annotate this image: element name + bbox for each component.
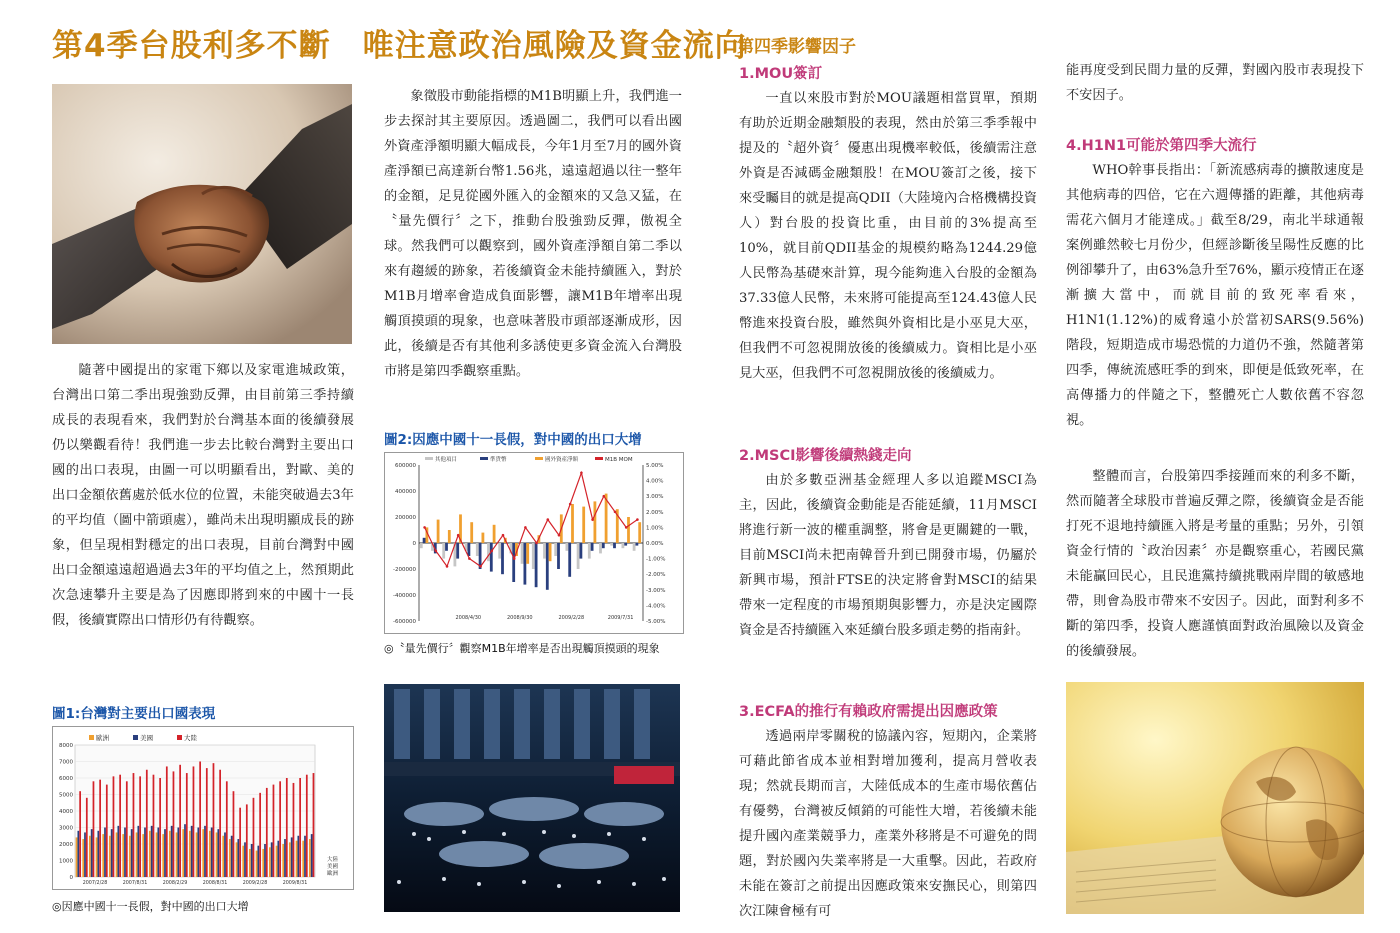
section-3-title: 3.ECFA的推行有賴政府需提出因應政策 xyxy=(739,704,998,720)
bar-0 xyxy=(269,847,271,877)
paragraph: 隨著中國提出的家電下鄉以及家電進城政策，台灣出口第二季出現強勁反彈，由目前第三季持續成長的表現看來，我們對於台灣基本面的後續發展仍以樂觀看待！我們進一步去比較台灣對主要出口國的出口表現，由圖一可以明顯看出，對歐、美的出口金額依舊處於低水位的位置，未能突破過去3年的平均值（圖中箭頭處），雖尚未出現明顯成長的跡象，但呈現相對穩定的出口表現，目前台灣對中國出口金額遠遠超過過去3年的平均值之上，然預期此次急速攀升主要是為了因應即將到來的中國十一長假，後續實際出口情形仍有待觀察。 xyxy=(52,363,354,628)
bar-0 xyxy=(162,834,164,877)
legend-label: 歐洲 xyxy=(96,734,109,742)
bar-1 xyxy=(277,841,279,877)
bar-0 xyxy=(476,543,479,556)
series-end-label: 大陸 xyxy=(327,857,339,863)
bar-2 xyxy=(173,771,175,877)
bar-1 xyxy=(111,829,113,877)
figure-1-note: ◎因應中國十一長假，對中國的出口大增 xyxy=(52,900,249,913)
y2-tick-label: -5.00% xyxy=(646,619,666,625)
bar-1 xyxy=(84,832,86,877)
bar-0 xyxy=(309,839,311,877)
bar-2 xyxy=(179,765,181,877)
column-2-text xyxy=(384,84,682,384)
y-tick-label: 0 xyxy=(412,541,416,547)
legend-label: M1B MOM xyxy=(605,457,633,463)
m1b-mom-point xyxy=(535,542,538,545)
bar-1 xyxy=(104,828,106,878)
bar-0 xyxy=(216,832,218,877)
bar-0 xyxy=(262,849,264,877)
bar-1 xyxy=(117,826,119,877)
bar-1 xyxy=(568,543,571,577)
bar-1 xyxy=(467,543,470,556)
bar-0 xyxy=(129,836,131,877)
bar-2 xyxy=(166,766,168,877)
m1b-mom-point xyxy=(603,495,606,498)
bar-2 xyxy=(159,778,161,877)
x-tick-label: 2008/2/29 xyxy=(162,881,188,886)
m1b-combo-chart xyxy=(385,453,683,633)
y-tick-label: 3000 xyxy=(59,825,73,832)
bar-1 xyxy=(157,828,159,878)
bar-2 xyxy=(206,768,208,877)
bar-1 xyxy=(613,543,616,548)
bar-2 xyxy=(113,776,115,877)
section-2-title: 2.MSCI影響後續熱錢走向 xyxy=(739,448,912,464)
y2-tick-label: -2.00% xyxy=(646,572,666,579)
legend-swatch xyxy=(425,457,433,460)
bar-2 xyxy=(279,781,281,877)
bar-1 xyxy=(177,828,179,878)
bar-0 xyxy=(599,543,602,553)
series-end-label: 美國 xyxy=(327,864,339,870)
bar-0 xyxy=(256,851,258,877)
legend-label: 準貨幣 xyxy=(490,457,507,463)
bar-1 xyxy=(591,543,594,551)
bar-0 xyxy=(442,543,445,559)
y-tick-label: 1000 xyxy=(59,858,73,865)
export-bar-chart xyxy=(53,727,353,889)
bar-2 xyxy=(126,781,128,877)
y-tick-label: 4000 xyxy=(59,809,73,815)
m1b-mom-point xyxy=(614,511,617,514)
y-tick-label: 2000 xyxy=(59,842,73,848)
bar-0 xyxy=(532,543,535,569)
bar-0 xyxy=(82,839,84,877)
bar-1 xyxy=(501,543,504,574)
bar-0 xyxy=(189,831,191,877)
bar-2 xyxy=(233,791,235,877)
bar-2 xyxy=(79,791,81,877)
bar-2 xyxy=(139,776,141,877)
bar-0 xyxy=(222,836,224,877)
bar-0 xyxy=(96,837,98,877)
bar-2 xyxy=(286,778,288,877)
series-end-label: 歐洲 xyxy=(327,871,339,877)
bar-1 xyxy=(171,826,173,877)
bar-0 xyxy=(236,842,238,877)
bar-1 xyxy=(445,543,448,551)
bar-0 xyxy=(420,543,423,548)
bar-1 xyxy=(304,836,306,877)
conclusion-text: 整體而言，台股第四季接踵而來的利多不斷，然而隨著全球股市普遍反彈之際，後續資金是否能打死不退地持續匯入將是考量的重點；另外，引領資金行情的〝政治因素〞亦是觀察重心，若國民黨未能贏回民心，且民進黨持續挑戰兩岸間的敏感地帶，則會為股市帶來不安因子。因此，面對利多不斷的第四季，投資人應謹慎面對政治風險以及資金的後續發展。 xyxy=(1066,469,1364,659)
bar-1 xyxy=(197,828,199,878)
y-tick-label: 200000 xyxy=(395,515,416,521)
bar-1 xyxy=(311,834,313,877)
m1b-mom-point xyxy=(513,557,516,560)
bar-2 xyxy=(638,522,641,543)
bar-1 xyxy=(231,836,233,877)
legend-label: 大陸 xyxy=(184,734,197,742)
y-tick-label: 8000 xyxy=(59,743,73,749)
legend-swatch xyxy=(133,735,138,740)
figure-2-note: ◎〝量先價行〞觀察M1B年增率是否出現觸頂摸頭的現象 xyxy=(384,642,660,655)
bar-1 xyxy=(191,826,193,877)
bar-1 xyxy=(284,839,286,877)
bar-1 xyxy=(512,543,515,582)
y-tick-label: 0 xyxy=(69,875,73,881)
bar-0 xyxy=(242,846,244,877)
legend-swatch xyxy=(480,457,488,460)
bar-2 xyxy=(313,773,315,877)
bar-1 xyxy=(91,829,93,877)
bar-1 xyxy=(291,837,293,877)
bar-0 xyxy=(109,836,111,877)
bar-2 xyxy=(627,517,630,543)
x-tick-label: 2009/7/31 xyxy=(607,615,634,621)
bar-0 xyxy=(543,543,546,559)
y2-tick-label: 1.00% xyxy=(646,525,664,532)
page-title: 第4季台股利多不斷 唯注意政治風險及資金流向 xyxy=(52,28,747,64)
figure-2-caption: 圖2:因應中國十一長假，對中國的出口大增 xyxy=(384,432,642,448)
bar-0 xyxy=(182,829,184,877)
bar-1 xyxy=(217,829,219,877)
bar-2 xyxy=(153,775,155,877)
x-tick-label: 2009/8/31 xyxy=(282,881,308,886)
bar-0 xyxy=(633,543,636,551)
bar-0 xyxy=(116,832,118,877)
bar-1 xyxy=(164,829,166,877)
y-tick-label: -200000 xyxy=(393,567,416,573)
bar-0 xyxy=(196,832,198,877)
m1b-mom-point xyxy=(524,526,527,529)
bar-0 xyxy=(565,543,568,551)
legend-label: 國外資產淨額 xyxy=(545,457,579,463)
bar-2 xyxy=(146,770,148,877)
m1b-mom-point xyxy=(491,550,494,553)
paragraph: 象徵股市動能指標的M1B明顯上升，我們進一步去探討其主要原因。透過圖二，我們可以看出國外資產淨額明顯大幅成長，今年1月至7月的國外資產淨額已高達新台幣1.56兆，遠遠超過以往一整年的金額，足見從國外匯入的金額來的又急又猛，在〝量先價行〞之下，推動台股強勁反彈，傲視全球。然我們可以觀察到，國外資產淨額自第二季以來有趨緩的跡象，若後續資金未能持續匯入，對於M1B月增率會造成負面影響，讓M1B年增率出現觸頂摸頭的現象，也意味著股市頭部逐漸成形，因此，後續是否有其他利多誘使更多資金流入台灣股市將是第四季觀察重點。 xyxy=(384,89,682,379)
bar-0 xyxy=(142,834,144,877)
m1b-mom-point xyxy=(558,534,561,537)
y-tick-label: -400000 xyxy=(393,593,416,599)
bar-1 xyxy=(97,831,99,877)
x-tick-label: 2007/8/31 xyxy=(122,881,148,886)
bar-0 xyxy=(76,837,78,877)
m1b-mom-point xyxy=(547,518,550,521)
bar-0 xyxy=(282,844,284,877)
bar-0 xyxy=(149,831,151,877)
bar-2 xyxy=(582,507,585,543)
m1b-mom-point xyxy=(502,534,505,537)
column-1-text xyxy=(52,358,354,633)
section-1-title: 1.MOU簽訂 xyxy=(739,66,823,82)
legend-swatch xyxy=(89,735,94,740)
section-4-title: 4.H1N1可能於第四季大流行 xyxy=(1066,138,1257,154)
bar-0 xyxy=(296,841,298,877)
m1b-mom-point xyxy=(457,534,460,537)
bar-1 xyxy=(137,826,139,877)
bar-2 xyxy=(239,808,241,877)
bar-0 xyxy=(302,841,304,877)
bar-2 xyxy=(86,798,88,877)
bar-0 xyxy=(521,543,524,564)
section-3-continuation: 能再度受到民間力量的反彈，對國內股市表現投下不安因子。 xyxy=(1066,63,1364,103)
bar-0 xyxy=(610,543,613,546)
bar-0 xyxy=(588,543,591,559)
trading-floor-photo xyxy=(384,684,680,912)
y-tick-label: 7000 xyxy=(59,759,73,766)
bar-1 xyxy=(579,543,582,559)
m1b-mom-point xyxy=(625,526,628,529)
bar-2 xyxy=(526,543,529,564)
bar-2 xyxy=(99,780,101,877)
bar-0 xyxy=(89,836,91,877)
m1b-mom-point xyxy=(479,565,482,568)
x-tick-label: 2009/2/28 xyxy=(558,615,585,621)
x-tick-label: 2009/2/28 xyxy=(242,881,268,886)
legend-swatch xyxy=(535,457,543,460)
bar-1 xyxy=(456,543,459,559)
bar-1 xyxy=(204,826,206,877)
bar-0 xyxy=(202,829,204,877)
x-tick-label: 2007/2/28 xyxy=(82,881,108,886)
bar-1 xyxy=(635,543,638,546)
bar-1 xyxy=(257,846,259,877)
handshake-photo xyxy=(52,84,352,344)
bar-1 xyxy=(271,842,273,877)
bar-2 xyxy=(437,520,440,543)
m1b-mom-point xyxy=(636,518,639,521)
y2-tick-label: 0.00% xyxy=(646,541,664,547)
bar-1 xyxy=(244,842,246,877)
bar-2 xyxy=(448,530,451,543)
bar-2 xyxy=(246,804,248,877)
bar-1 xyxy=(151,826,153,877)
y-tick-label: 6000 xyxy=(59,776,73,782)
bar-1 xyxy=(264,844,266,877)
bar-2 xyxy=(106,785,108,877)
bar-1 xyxy=(297,836,299,877)
bar-1 xyxy=(251,844,253,877)
bar-2 xyxy=(481,533,484,543)
bar-2 xyxy=(193,766,195,877)
bar-2 xyxy=(493,525,496,543)
bar-2 xyxy=(273,785,275,877)
bar-2 xyxy=(119,775,121,877)
bar-1 xyxy=(124,828,126,878)
m1b-mom-point xyxy=(468,557,471,560)
m1b-mom-point xyxy=(435,550,438,553)
bar-0 xyxy=(487,543,490,561)
bar-2 xyxy=(253,798,255,877)
bar-0 xyxy=(136,832,138,877)
m1b-mom-point xyxy=(446,565,449,568)
y2-tick-label: 3.00% xyxy=(646,494,664,501)
y-tick-label: 600000 xyxy=(395,463,416,469)
bar-2 xyxy=(199,762,201,878)
m1b-mom-point xyxy=(423,526,426,529)
bar-0 xyxy=(156,832,158,877)
y2-tick-label: 4.00% xyxy=(646,478,664,485)
bar-0 xyxy=(554,543,557,556)
bar-2 xyxy=(226,781,228,877)
bar-2 xyxy=(299,778,301,877)
legend-swatch xyxy=(177,735,182,740)
bar-1 xyxy=(131,829,133,877)
bar-1 xyxy=(184,824,186,877)
bar-0 xyxy=(169,831,171,877)
bar-1 xyxy=(602,543,605,548)
bar-1 xyxy=(77,831,79,877)
bar-0 xyxy=(249,849,251,877)
bar-0 xyxy=(289,842,291,877)
factors-heading: 第四季影響因子 xyxy=(737,37,856,57)
bar-2 xyxy=(293,783,295,877)
bar-1 xyxy=(144,828,146,878)
bar-1 xyxy=(211,828,213,878)
bar-0 xyxy=(102,834,104,877)
bar-1 xyxy=(490,543,493,572)
bar-2 xyxy=(571,504,574,543)
bar-2 xyxy=(306,775,308,877)
bar-2 xyxy=(213,763,215,877)
figure-1-caption: 圖1:台灣對主要出口國表現 xyxy=(52,706,216,722)
bar-0 xyxy=(621,543,624,548)
bar-2 xyxy=(133,773,135,877)
section-1-text: 一直以來股市對於MOU議題相當買單，預期有助於近期金融類股的表現，然由於第三季季報中提及的〝超外資〞優惠出現機率較低，後續需注意外資是否減碼金融類股！在MOU簽訂之後，接下來受矚目的就是提高QDII（大陸境內合格機構投資人）對台股的投資比重，由目前的3%提高至10%，就目前QDII基金的規模約略為1244.29億人民幣為基礎來計算，現今能夠進入台股的金額為37.33億人民幣，未來將可能提高至124.43億人民幣進來投資台股，雖然與外資相比是小巫見大巫，但我們不可忽視開放後的後續威力。資相比是小巫見大巫，但我們不可忽視開放後的後續威力。 xyxy=(739,91,1037,381)
x-tick-label: 2008/4/30 xyxy=(455,615,482,621)
bar-0 xyxy=(577,543,580,569)
bar-1 xyxy=(423,538,426,543)
bar-2 xyxy=(593,501,596,543)
bar-2 xyxy=(549,543,552,561)
bar-2 xyxy=(186,773,188,877)
bar-2 xyxy=(266,788,268,877)
y2-tick-label: -3.00% xyxy=(646,587,666,594)
y-tick-label: 5000 xyxy=(59,792,73,799)
bar-0 xyxy=(229,839,231,877)
x-tick-label: 2008/8/31 xyxy=(202,881,228,886)
bar-0 xyxy=(176,832,178,877)
y2-tick-label: -4.00% xyxy=(646,603,666,610)
bar-0 xyxy=(276,846,278,877)
m1b-mom-point xyxy=(580,472,583,475)
bar-1 xyxy=(237,839,239,877)
bar-1 xyxy=(624,543,627,546)
bar-2 xyxy=(470,522,473,543)
figure-2-chart xyxy=(384,452,684,634)
y2-tick-label: 5.00% xyxy=(646,463,664,469)
m1b-mom-point xyxy=(591,518,594,521)
y-tick-label: 400000 xyxy=(395,489,416,495)
section-3-text: 透過兩岸零關稅的協議內容，短期內，企業將可藉此節省成本並相對增加獲利，提高月營收表現；然就長期而言，大陸低成本的生產市場依舊佔有優勢，台灣被反傾銷的可能性大增，若後續未能提升國內產業競爭力，產業外移將是不可避免的問題，對於國內失業率將是一大重擊。因此，若政府未能在簽訂之前提出因應政策來安撫民心，則第四次江陳會極有可 xyxy=(739,729,1037,919)
x-tick-label: 2008/9/30 xyxy=(506,615,533,621)
globe-photo xyxy=(1066,682,1364,914)
legend-swatch xyxy=(595,457,603,460)
bar-1 xyxy=(557,543,560,569)
section-4-text: WHO幹事長指出：「新流感病毒的擴散速度是其他病毒的四倍，它在六週傳播的距離，其他病毒需花六個月才能達成。」截至8/29，南北半球通報案例雖然較七月份少，但經診斷後呈陽性反應的比例卻攀升了，由63%急升至76%，顯示疫情正在逐漸擴大當中，而就目前的致死率看來，H1N1(1.12%)的威脅遠小於當初SARS(9.56%)階段，短期造成市場恐慌的力道仍不強，然隨著第四季，傳統流感旺季的到來，即便是低致死率，在高傳播力的伴隨之下，整體死亡人數依舊不容忽視。 xyxy=(1066,163,1364,428)
bar-2 xyxy=(259,793,261,877)
bar-2 xyxy=(93,781,95,877)
bar-0 xyxy=(498,543,501,559)
bar-0 xyxy=(209,831,211,877)
bar-2 xyxy=(219,770,221,877)
y2-tick-label: 2.00% xyxy=(646,509,664,516)
legend-label: 美國 xyxy=(140,734,153,742)
bar-1 xyxy=(224,832,226,877)
bar-0 xyxy=(122,834,124,877)
m1b-mom-point xyxy=(569,503,572,506)
legend-label: 其他項目 xyxy=(435,457,458,463)
y2-tick-label: -1.00% xyxy=(646,556,666,563)
section-2-text: 由於多數亞洲基金經理人多以追蹤MSCI為主，因此，後續資金動能是否能延續，11月MSCI將進行新一波的權重調整，將會是更關鍵的一戰，目前MSCI尚未把南韓晉升到已開發市場，仍屬於新興市場，預計FTSE的決定將會對MSCI的結果帶來一定程度的市場預期與影響力，亦是決定國際資金是否持續匯入來延續台股多頭走勢的指南針。 xyxy=(739,473,1037,638)
bar-1 xyxy=(546,543,549,590)
bar-1 xyxy=(535,543,538,587)
bar-1 xyxy=(523,543,526,585)
figure-1-chart xyxy=(52,726,354,890)
y-tick-label: -600000 xyxy=(393,619,416,625)
